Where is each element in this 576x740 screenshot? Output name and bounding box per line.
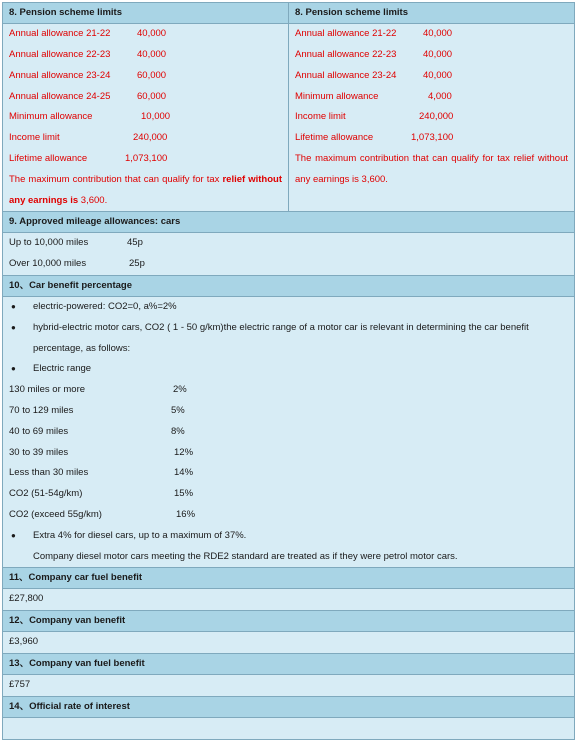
- pension-right-label: Annual allowance 23-24: [295, 69, 397, 81]
- range-label: Less than 30 miles: [9, 467, 89, 479]
- car-benefit-bullet: Electric range: [33, 363, 92, 375]
- tax-table: [2, 2, 575, 740]
- pension-right-value: 40,000: [423, 49, 453, 60]
- pension-left-value: 1,073,100: [125, 152, 168, 164]
- pension-left-label: Minimum allowance: [9, 111, 93, 123]
- note-text: The maximum contribution that can qualify for tax: [9, 173, 223, 185]
- van-value: £3,960: [9, 636, 39, 648]
- pension-right-label: Income limit: [295, 111, 346, 123]
- car-benefit-panel: [3, 296, 575, 567]
- diesel-note: Company diesel motor cars meeting the RDE2 standard are treated as if they were petrol motor cars.: [33, 550, 458, 562]
- pension-left-label: Annual allowance 23-24: [9, 69, 111, 81]
- car-benefit-header: 10、Car benefit percentage: [3, 275, 575, 296]
- pension-left-value: 10,000: [141, 111, 171, 123]
- pension-right-label: Lifetime allowance: [295, 132, 374, 144]
- car-benefit-bullet: Extra 4% for diesel cars, up to a maximum of 37%.: [33, 529, 247, 541]
- interest-header: 14、Official rate of interest: [3, 696, 575, 717]
- car-fuel-header: 11、Company car fuel benefit: [3, 568, 575, 589]
- pension-right-value: 40,000: [423, 69, 453, 81]
- range-value: 12%: [174, 446, 194, 458]
- pension-left-label: Lifetime allowance: [9, 152, 88, 164]
- bullet-icon: ●: [11, 301, 16, 311]
- van-fuel-value: £757: [9, 678, 31, 690]
- pension-right-note: The maximum contribution that can qualify for tax relief without any earnings is 3,600.: [295, 152, 568, 185]
- range-label: 40 to 69 miles: [9, 425, 69, 437]
- pension-right-label: Minimum allowance: [295, 90, 379, 102]
- mileage-label: Over 10,000 miles: [9, 258, 87, 270]
- mileage-value: 45p: [127, 237, 143, 249]
- mileage-header: 9. Approved mileage allowances: cars: [3, 212, 575, 233]
- pension-right-value: 1,073,100: [411, 132, 454, 144]
- pension-left-value: 240,000: [133, 132, 168, 144]
- pension-left-label: Income limit: [9, 132, 60, 144]
- car-benefit-bullet: electric-powered: CO2=0, a%=2%: [33, 300, 177, 312]
- range-label: 30 to 39 miles: [9, 446, 69, 458]
- pension-left-note: [3, 170, 288, 212]
- pension-left-label: Annual allowance 24-25: [9, 90, 111, 102]
- pension-right-value: 240,000: [419, 111, 454, 123]
- pension-left-value: 40,000: [137, 49, 167, 60]
- range-value: 16%: [176, 508, 196, 520]
- mileage-label: Up to 10,000 miles: [9, 237, 89, 249]
- pension-right-header: 8. Pension scheme limits: [289, 3, 575, 24]
- car-fuel-panel: [3, 589, 575, 611]
- range-value: 8%: [171, 425, 185, 437]
- car-fuel-value: £27,800: [9, 593, 44, 605]
- range-label: CO2 (51-54g/km): [9, 488, 83, 500]
- note-text: 3,600.: [78, 194, 108, 206]
- bullet-icon: ●: [11, 364, 16, 374]
- range-label: 70 to 129 miles: [9, 404, 74, 416]
- pension-left-value: 40,000: [137, 28, 167, 39]
- range-value: 14%: [174, 467, 194, 479]
- pension-left-label: Annual allowance 21-22: [9, 28, 111, 39]
- pension-left-header: 8. Pension scheme limits: [3, 3, 289, 24]
- car-benefit-bullet: hybrid-electric motor cars, CO2 ( 1 - 50 g/km)the electric range of a motor car is relevant in determining the car benefit percentage, as follows:: [33, 321, 529, 354]
- van-fuel-panel: [3, 674, 575, 696]
- pension-right-panel: [289, 24, 575, 212]
- pension-right-value: 40,000: [423, 28, 453, 39]
- van-panel: [3, 632, 575, 654]
- pension-right-label: Annual allowance 22-23: [295, 49, 397, 60]
- pension-left-label: Annual allowance 22-23: [9, 49, 111, 60]
- range-value: 5%: [171, 404, 185, 416]
- bullet-icon: ●: [11, 322, 16, 332]
- bullet-icon: ●: [11, 530, 16, 540]
- pension-left-value: 60,000: [137, 69, 167, 81]
- pension-right-label: Annual allowance 21-22: [295, 28, 397, 39]
- mileage-panel: [3, 233, 575, 276]
- mileage-value: 25p: [129, 258, 145, 270]
- range-label: CO2 (exceed 55g/km): [9, 508, 102, 520]
- interest-panel: [3, 717, 575, 739]
- tax-tables-page: [2, 2, 574, 740]
- pension-right-value: 4,000: [428, 90, 452, 102]
- van-fuel-header: 13、Company van fuel benefit: [3, 653, 575, 674]
- pension-left-panel: [3, 24, 289, 212]
- van-header: 12、Company van benefit: [3, 611, 575, 632]
- range-value: 2%: [173, 384, 187, 396]
- range-value: 15%: [174, 488, 194, 500]
- note-bold-text: relief without any earnings is: [9, 173, 282, 206]
- range-label: 130 miles or more: [9, 384, 86, 396]
- pension-left-value: 60,000: [137, 90, 167, 102]
